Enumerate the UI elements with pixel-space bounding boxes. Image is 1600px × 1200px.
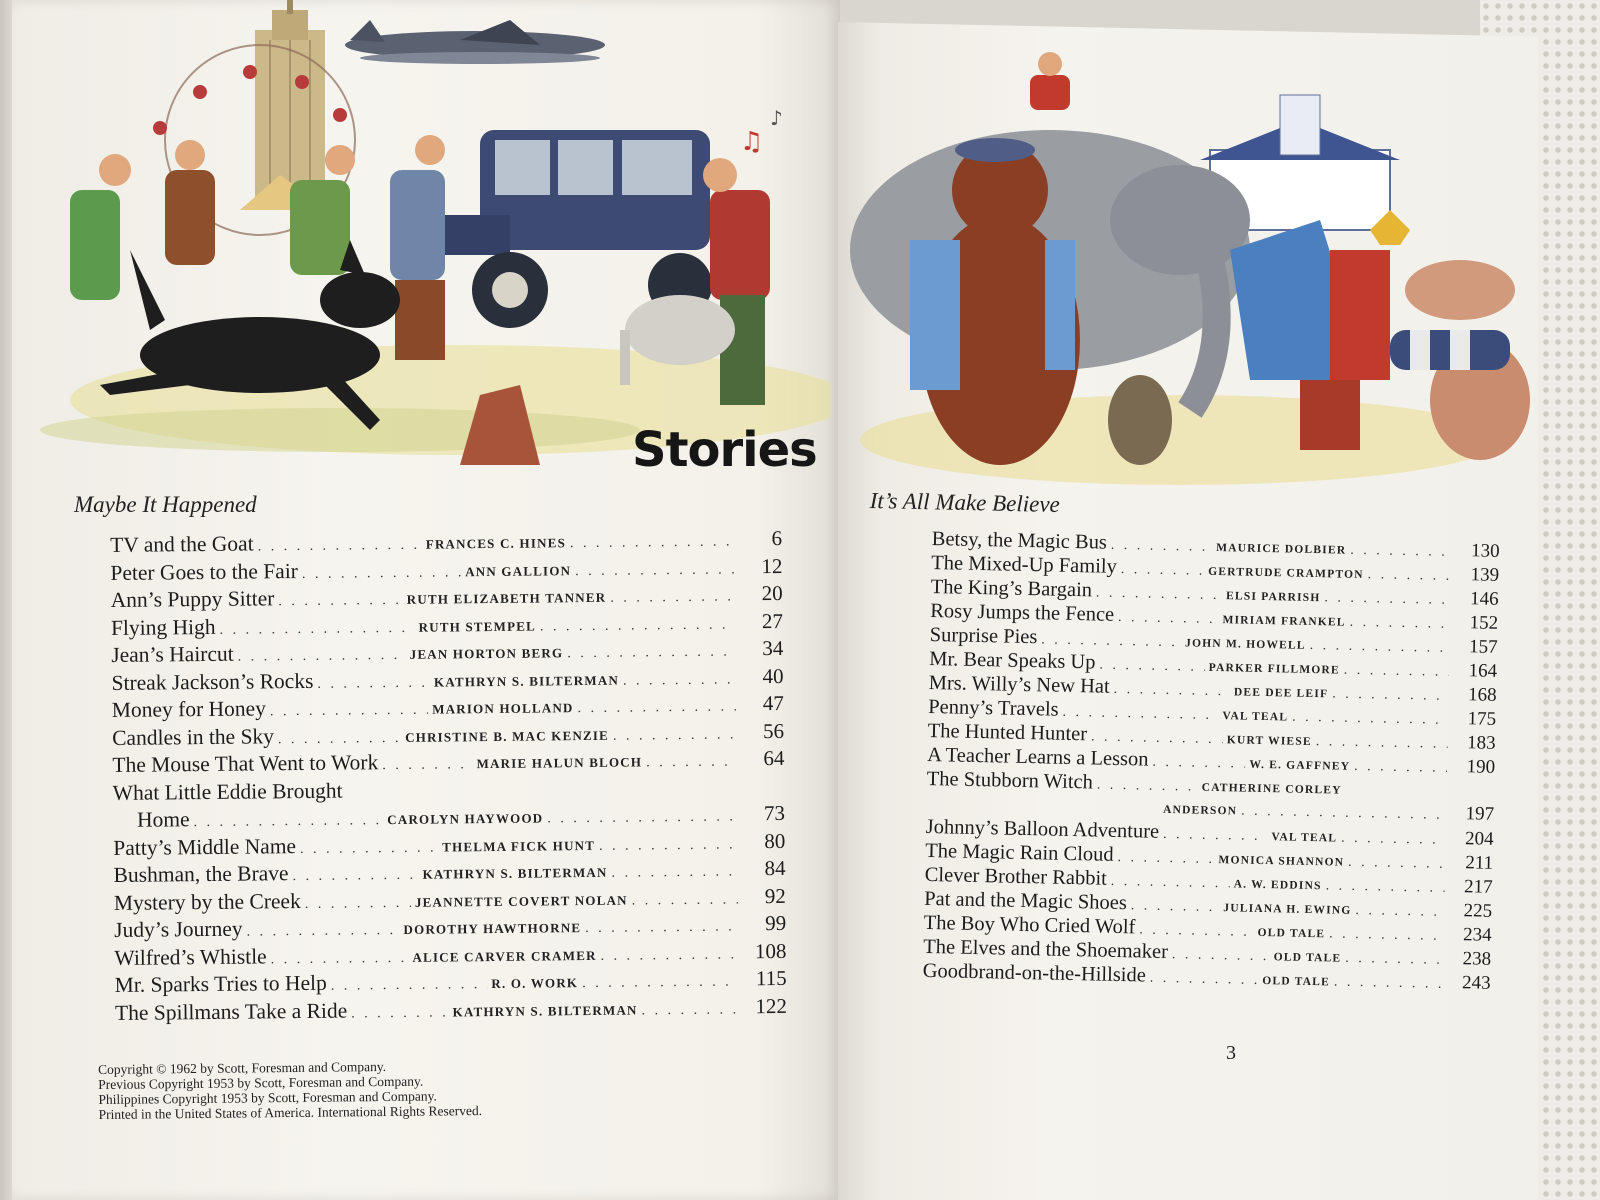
leader-dots: [1355, 903, 1444, 921]
leader-dots: [1350, 543, 1452, 561]
story-page-number: 115: [755, 965, 787, 991]
leader-dots: [599, 837, 737, 854]
story-author: MARION HOLLAND: [432, 700, 574, 717]
leader-dots: [1324, 590, 1450, 609]
story-author: RUTH ELIZABETH TANNER: [406, 589, 607, 607]
leader-dots: [1099, 658, 1205, 676]
story-title: What Little Eddie Brought: [112, 778, 343, 805]
story-title: The Stubborn Witch: [926, 767, 1094, 794]
leader-dots: [1334, 975, 1443, 993]
story-title: Johnny’s Balloon Adventure: [925, 815, 1160, 843]
boy-illustration: [1030, 75, 1070, 110]
copyright-line: Previous Copyright 1953 by Scott, Foresman and Company.: [98, 1073, 424, 1092]
story-title: Bushman, the Brave: [113, 861, 289, 887]
story-page-number: 238: [1462, 948, 1492, 970]
story-page-number: 130: [1470, 540, 1500, 562]
story-author: OLD TALE: [1257, 926, 1326, 941]
leader-dots: [247, 923, 400, 941]
leader-dots: [1097, 778, 1198, 796]
leader-dots: [610, 589, 735, 606]
story-page-number: 183: [1466, 732, 1496, 754]
leader-dots: [258, 538, 422, 556]
story-page-number: 80: [764, 828, 786, 853]
story-title: Home: [136, 807, 190, 832]
leader-dots: [623, 672, 736, 689]
leader-dots: [570, 534, 734, 552]
story-title: Flying High: [110, 614, 216, 640]
leader-dots: [632, 892, 738, 909]
story-title: Mystery by the Creek: [113, 888, 301, 915]
story-title: The Magic Rain Cloud: [925, 839, 1114, 866]
story-page-number: 146: [1469, 588, 1499, 610]
leader-dots: [292, 868, 418, 885]
story-author: MAURICE DOLBIER: [1216, 541, 1347, 557]
svg-text:♫: ♫: [740, 127, 764, 157]
story-title: Ann’s Puppy Sitter: [110, 586, 275, 612]
story-author: ANDERSON: [1162, 803, 1238, 818]
story-page-number: 234: [1462, 924, 1492, 946]
story-title: Money for Honey: [111, 696, 267, 722]
story-title: Mr. Sparks Tries to Help: [114, 970, 327, 997]
cow-illustration: [1405, 260, 1515, 320]
story-title: Streak Jackson’s Rocks: [111, 668, 314, 695]
story-page-number: 99: [764, 910, 787, 936]
story-page-number: 27: [761, 608, 784, 633]
story-title: The Elves and the Shoemaker: [922, 935, 1169, 964]
story-page-number: 197: [1465, 803, 1495, 825]
story-author: ANN GALLION: [465, 562, 572, 579]
story-author: THELMA FICK HUNT: [442, 837, 596, 855]
leader-dots: [1041, 632, 1181, 651]
story-author: ALICE CARVER CRAMER: [412, 947, 597, 965]
story-title: Jean’s Haircut: [111, 641, 234, 667]
story-author: GERTRUDE CRAMPTON: [1208, 565, 1364, 582]
story-author: CHRISTINE B. MAC KENZIE: [405, 727, 610, 745]
leader-dots: [1096, 585, 1222, 604]
story-page-number: 6: [771, 525, 783, 551]
story-author: JEANNETTE COVERT NOLAN: [414, 892, 628, 910]
story-page-number: 152: [1469, 612, 1499, 634]
story-author: MARIE HALUN BLOCH: [476, 754, 643, 772]
story-title: The Mixed-Up Family: [931, 551, 1118, 578]
leader-dots: [547, 809, 737, 827]
story-author: JOHN M. HOWELL: [1184, 637, 1306, 652]
story-title: The Mouse That Went to Work: [112, 750, 379, 777]
story-author: R. O. WORK: [491, 975, 579, 992]
leader-dots: [1310, 638, 1450, 657]
story-title: Wilfred’s Whistle: [114, 943, 267, 970]
leader-dots: [1241, 804, 1446, 824]
story-author: A. W. EDDINS: [1233, 878, 1322, 893]
story-page-number: 40: [762, 663, 784, 688]
leader-dots: [1152, 755, 1245, 773]
story-author: CAROLYN HAYWOOD: [387, 810, 544, 828]
story-page-number: 157: [1468, 636, 1498, 658]
story-author: KURT WIESE: [1226, 734, 1312, 748]
leader-dots: [1091, 729, 1223, 748]
story-author: KATHRYN S. BILTERMAN: [422, 864, 608, 882]
story-page-number: 175: [1467, 708, 1497, 730]
story-title: Peter Goes to the Fair: [110, 558, 299, 585]
leader-dots: [1332, 686, 1449, 704]
leader-dots: [331, 977, 488, 995]
story-page-number: 47: [762, 690, 784, 716]
leader-dots: [194, 813, 384, 831]
story-author: OLD TALE: [1273, 951, 1342, 965]
story-title: The Boy Who Cried Wolf: [923, 911, 1136, 939]
leader-dots: [317, 675, 430, 692]
story-title: The Hunted Hunter: [927, 719, 1088, 746]
leader-dots: [1163, 827, 1268, 845]
page-number: 3: [1226, 1042, 1236, 1064]
leader-dots: [219, 620, 414, 638]
copyright-notice: [98, 1058, 482, 1122]
leader-dots: [582, 974, 739, 992]
leader-dots: [271, 950, 409, 967]
story-title: Surprise Pies: [929, 623, 1038, 649]
leader-dots: [305, 895, 411, 912]
story-author: RUTH STEMPEL: [418, 618, 537, 635]
leader-dots: [382, 757, 472, 774]
story-author: JULIANA H. EWING: [1223, 902, 1352, 917]
story-author: ELSI PARRISH: [1225, 590, 1321, 605]
leader-dots: [613, 727, 736, 744]
story-page-number: 168: [1467, 684, 1497, 706]
story-title: Pat and the Magic Shoes: [924, 887, 1128, 915]
story-author: FRANCES C. HINES: [425, 535, 567, 552]
story-title: The Spillmans Take a Ride: [114, 998, 348, 1025]
section-heading-its-all-make-believe: It’s All Make Believe: [869, 488, 1061, 517]
leader-dots: [1111, 874, 1230, 892]
leader-dots: [1117, 850, 1214, 868]
leader-dots: [1354, 759, 1447, 777]
story-author: DEE DEE LEIF: [1233, 686, 1329, 701]
story-page-number: 122: [755, 993, 788, 1018]
story-author: OLD TALE: [1262, 975, 1331, 989]
story-page-number: 92: [764, 883, 786, 908]
story-title: Candles in the Sky: [112, 723, 275, 750]
copyright-line: Printed in the United States of America. International Rights Reserved.: [98, 1102, 483, 1122]
story-title: The King’s Bargain: [930, 575, 1093, 602]
leader-dots: [1316, 734, 1448, 753]
story-author: JEAN HORTON BERG: [409, 645, 564, 662]
leader-dots: [646, 754, 736, 771]
leader-dots: [642, 1002, 740, 1019]
leader-dots: [302, 565, 461, 583]
page-title: Stories: [632, 422, 817, 478]
leader-dots: [1368, 567, 1452, 585]
copyright-line: Copyright © 1962 by Scott, Foresman and Company.: [98, 1058, 387, 1077]
svg-text:♪: ♪: [770, 106, 783, 130]
leader-dots: [1150, 971, 1259, 989]
story-title: Mr. Bear Speaks Up: [929, 647, 1096, 674]
story-title: A Teacher Learns a Lesson: [927, 743, 1149, 771]
copyright-line: Philippines Copyright 1953 by Scott, Foresman and Company.: [98, 1088, 437, 1107]
story-author: DOROTHY HAWTHORNE: [403, 920, 582, 937]
story-page-number: 211: [1465, 852, 1494, 874]
story-page-number: 64: [763, 745, 785, 771]
leader-dots: [1349, 615, 1450, 633]
story-title: Goodbrand-on-the-Hillside: [922, 959, 1147, 987]
story-title: TV and the Goat: [110, 531, 254, 557]
toc-right: [922, 528, 1499, 996]
leader-dots: [1121, 562, 1205, 580]
story-page-number: 84: [764, 855, 786, 881]
leader-dots: [540, 617, 735, 635]
story-page-number: 34: [762, 635, 784, 661]
leader-dots: [1062, 705, 1218, 724]
leader-dots: [1292, 710, 1448, 729]
skyscraper-illustration: [255, 0, 325, 210]
toc-left: [110, 526, 787, 1028]
story-page-number: 204: [1464, 828, 1494, 850]
leader-dots: [1131, 898, 1220, 916]
leader-dots: [611, 864, 737, 881]
story-author: KATHRYN S. BILTERMAN: [452, 1002, 638, 1019]
story-page-number: [1451, 796, 1495, 797]
story-page-number: 108: [754, 938, 787, 963]
leader-dots: [1345, 951, 1443, 969]
story-page-number: 243: [1461, 972, 1491, 994]
story-page-number: 164: [1468, 660, 1498, 682]
story-page-number: 73: [763, 800, 786, 826]
right-illustration: [850, 50, 1530, 490]
leader-dots: [575, 562, 734, 580]
story-title: Patty’s Middle Name: [113, 833, 297, 860]
leader-dots: [1111, 538, 1213, 556]
story-title: Mrs. Willy’s New Hat: [928, 671, 1110, 698]
leader-dots: [1329, 926, 1444, 944]
leader-dots: [1113, 682, 1230, 700]
story-author: KATHRYN S. BILTERMAN: [433, 672, 620, 690]
story-author: PARKER FILLMORE: [1208, 661, 1340, 677]
leader-dots: [585, 919, 738, 937]
leader-dots: [1118, 610, 1219, 628]
leader-dots: [300, 840, 438, 857]
leader-dots: [1341, 831, 1446, 849]
story-title: Judy’s Journey: [114, 916, 243, 942]
story-author: W. E. GAFFNEY: [1249, 758, 1351, 773]
story-page-number: 139: [1470, 564, 1500, 586]
story-title: Betsy, the Magic Bus: [931, 528, 1108, 554]
rabbit-illustration: [1108, 375, 1172, 465]
leader-dots: [1344, 663, 1450, 681]
story-author: MIRIAM FRANKEL: [1222, 614, 1346, 629]
leader-dots: [567, 644, 735, 662]
story-page-number: 217: [1463, 876, 1493, 898]
leader-dots: [278, 593, 403, 610]
airplane-illustration: [345, 20, 605, 64]
story-author: MONICA SHANNON: [1218, 854, 1345, 869]
leader-dots: [601, 947, 739, 964]
story-title: Rosy Jumps the Fence: [930, 599, 1115, 626]
story-page-number: 225: [1463, 900, 1493, 922]
leader-dots: [278, 730, 401, 747]
leader-dots: [578, 699, 736, 717]
leader-dots: [1325, 878, 1444, 896]
section-heading-maybe-it-happened: Maybe It Happened: [74, 492, 257, 517]
story-title: Penny’s Travels: [928, 695, 1059, 721]
story-page-number: 56: [762, 718, 785, 743]
left-illustration: [40, 0, 830, 470]
story-title: Clever Brother Rabbit: [924, 863, 1108, 890]
story-page-number: 20: [761, 580, 783, 606]
leader-dots: [238, 648, 406, 666]
story-page-number: 12: [761, 553, 783, 578]
leader-dots: [1139, 922, 1254, 940]
leader-dots: [1348, 855, 1445, 873]
leader-dots: [270, 703, 428, 721]
story-author: VAL TEAL: [1222, 710, 1289, 724]
story-author: VAL TEAL: [1271, 831, 1338, 845]
story-author: CATHERINE CORLEY: [1201, 781, 1342, 797]
leader-dots: [1172, 947, 1270, 965]
leader-dots: [351, 1005, 449, 1022]
story-page-number: 190: [1466, 756, 1496, 778]
